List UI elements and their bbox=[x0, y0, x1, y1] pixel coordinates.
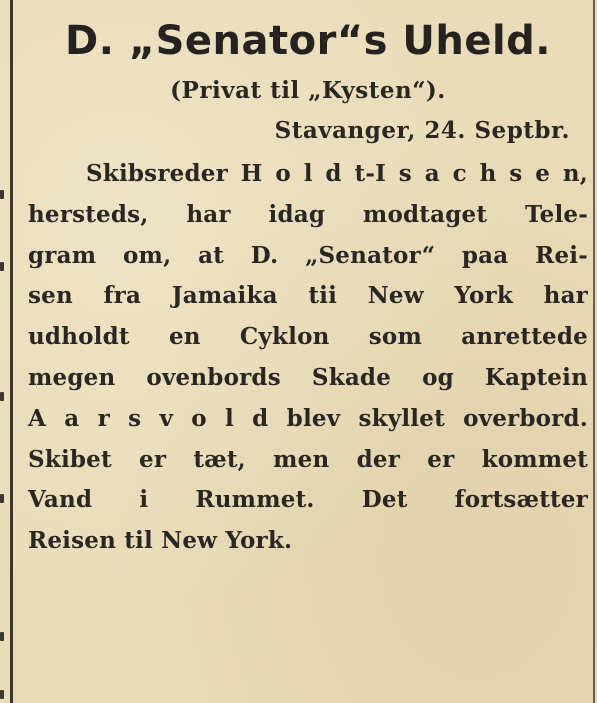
margin-mark bbox=[0, 190, 4, 199]
dateline: Stavanger, 24. Septbr. bbox=[274, 117, 570, 144]
body-line: Vand i Rummet. Det fortsætter bbox=[28, 486, 588, 514]
body-line: A a r s v o l d blev skyllet overbord. bbox=[28, 404, 588, 432]
margin-mark bbox=[0, 632, 4, 641]
body-line: hersteds, har idag modtaget Tele- bbox=[28, 200, 588, 228]
article bbox=[28, 10, 588, 562]
body-line: udholdt en Cyklon som anrettede bbox=[28, 323, 588, 351]
margin-mark bbox=[0, 494, 4, 503]
body-line: Reisen til New York. bbox=[28, 527, 293, 555]
margin-mark bbox=[0, 262, 4, 271]
column-rule-right bbox=[593, 0, 595, 703]
body-line: megen ovenbords Skade og Kaptein bbox=[28, 363, 588, 391]
subheadline: (Privat til „Kysten“). bbox=[170, 77, 446, 104]
body-line: sen fra Jamaika tii New York har bbox=[28, 282, 588, 310]
margin-mark bbox=[0, 690, 4, 699]
margin-mark bbox=[0, 392, 4, 401]
body-line: gram om, at D. „Senator“ paa Rei- bbox=[28, 241, 588, 269]
body-line: Skibsreder H o l d t-I s a c h s e n, bbox=[86, 160, 588, 187]
body-line: Skibet er tæt, men der er kommet bbox=[28, 445, 588, 473]
headline: D. „Senator“s Uheld. bbox=[65, 18, 551, 64]
column-rule-left bbox=[10, 0, 13, 703]
